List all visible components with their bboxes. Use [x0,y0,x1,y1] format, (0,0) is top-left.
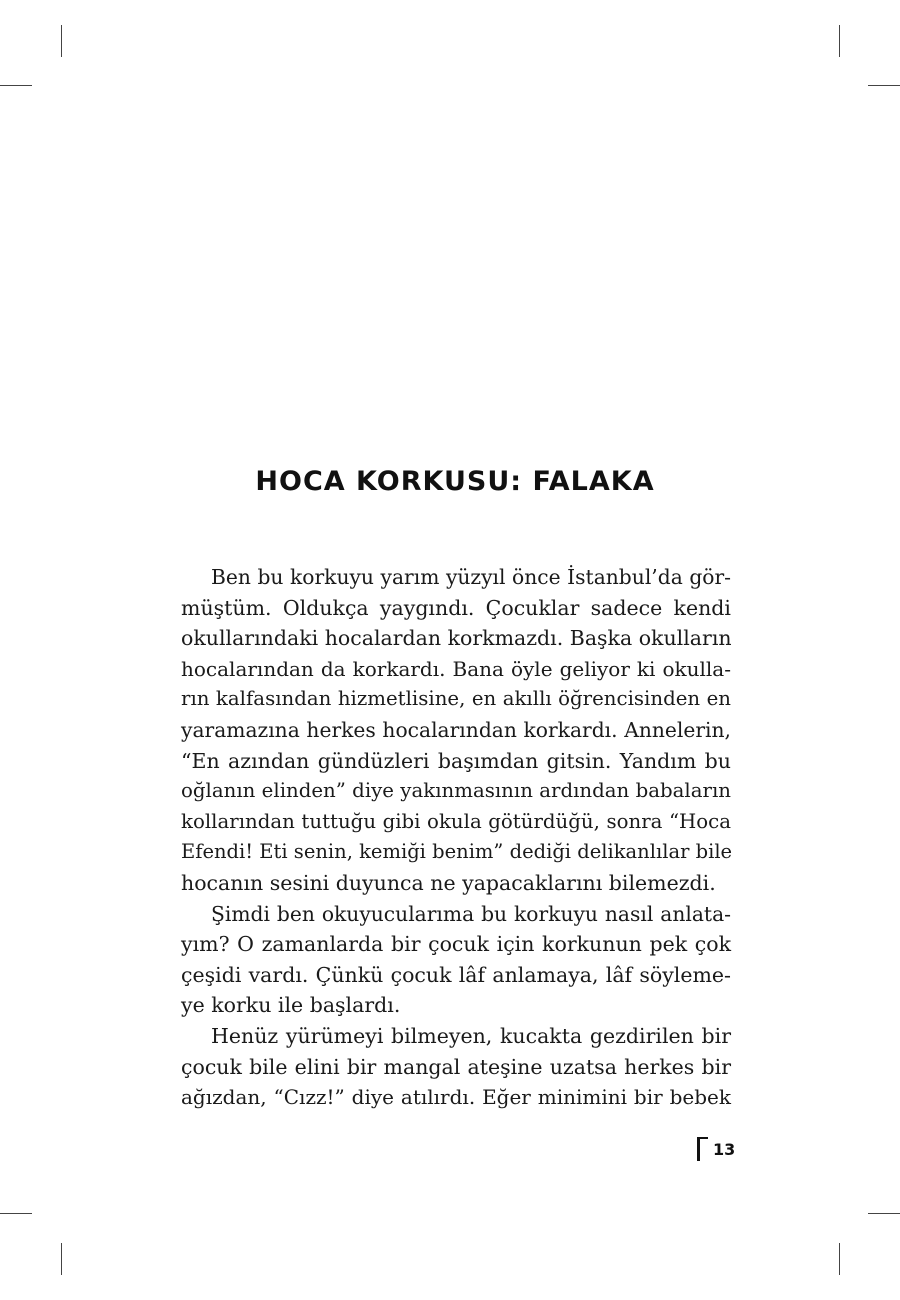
text-line: kollarından tuttuğu gibi okula götürdüğü, sonra “Hoca [181,809,731,833]
crop-mark-top-right-vertical [839,25,840,57]
paragraph-1 [181,562,731,899]
body-text [181,562,731,1113]
text-line: Efendi! Eti senin, kemiği benim” dediği delikanlılar bile [181,840,733,864]
text-line: ye korku ile başlardı. [181,993,401,1018]
text-line: Ben bu korkuyu yarım yüzyıl önce İstanbul’da gör- [211,565,731,589]
text-line: yaramazına herkes hocalarından korkardı. Annelerin, [181,717,731,742]
page-number-marker [697,1137,737,1163]
page-number: 13 [713,1140,736,1159]
crop-mark-top-right-horizontal [868,85,900,86]
text-line: çocuk bile elini bir mangal ateşine uzatsa herkes bir [181,1054,731,1079]
text-line: çeşidi vardı. Çünkü çocuk lâf anlamaya, lâf söyleme- [181,962,731,987]
paragraph-2 [181,899,731,1021]
text-line: ağızdan, “Cızz!” diye atılırdı. Eğer minimini bir bebek [181,1085,731,1110]
chapter-title: HOCA KORKUSU: FALAKA [255,466,655,497]
text-line: müştüm. Oldukça yaygındı. Çocuklar sadece kendi [181,595,731,620]
text-line: okullarındaki hocalardan korkmazdı. Başka okulların [181,626,732,651]
page-number-tick [697,1137,708,1139]
text-line: rın kalfasından hizmetlisine, en akıllı öğrencisinden en [181,687,731,711]
text-line: hocalarından da korkardı. Bana öyle geliyor ki okulla- [181,656,731,681]
text-line: hocanın sesini duyunca ne yapacaklarını bilemezdi. [181,870,716,895]
crop-mark-top-left-horizontal [0,85,32,86]
text-line: oğlanın elinden” diye yakınmasının ardından babaların [181,779,731,803]
crop-mark-bottom-left-horizontal [0,1213,32,1214]
crop-mark-bottom-right-horizontal [868,1213,900,1214]
crop-mark-top-left-vertical [61,25,62,57]
crop-mark-bottom-right-vertical [839,1243,840,1275]
text-line: Şimdi ben okuyucularıma bu korkuyu nasıl anlata- [211,901,731,926]
crop-mark-bottom-left-vertical [61,1243,62,1275]
text-line: Henüz yürümeyi bilmeyen, kucakta gezdirilen bir [211,1023,731,1048]
page-number-bar [697,1137,700,1161]
text-line: “En azından gündüzleri başımdan gitsin. Yandım bu [181,748,731,773]
paragraph-3 [181,1021,731,1113]
text-line: yım? O zamanlarda bir çocuk için korkunun pek çok [181,932,731,957]
